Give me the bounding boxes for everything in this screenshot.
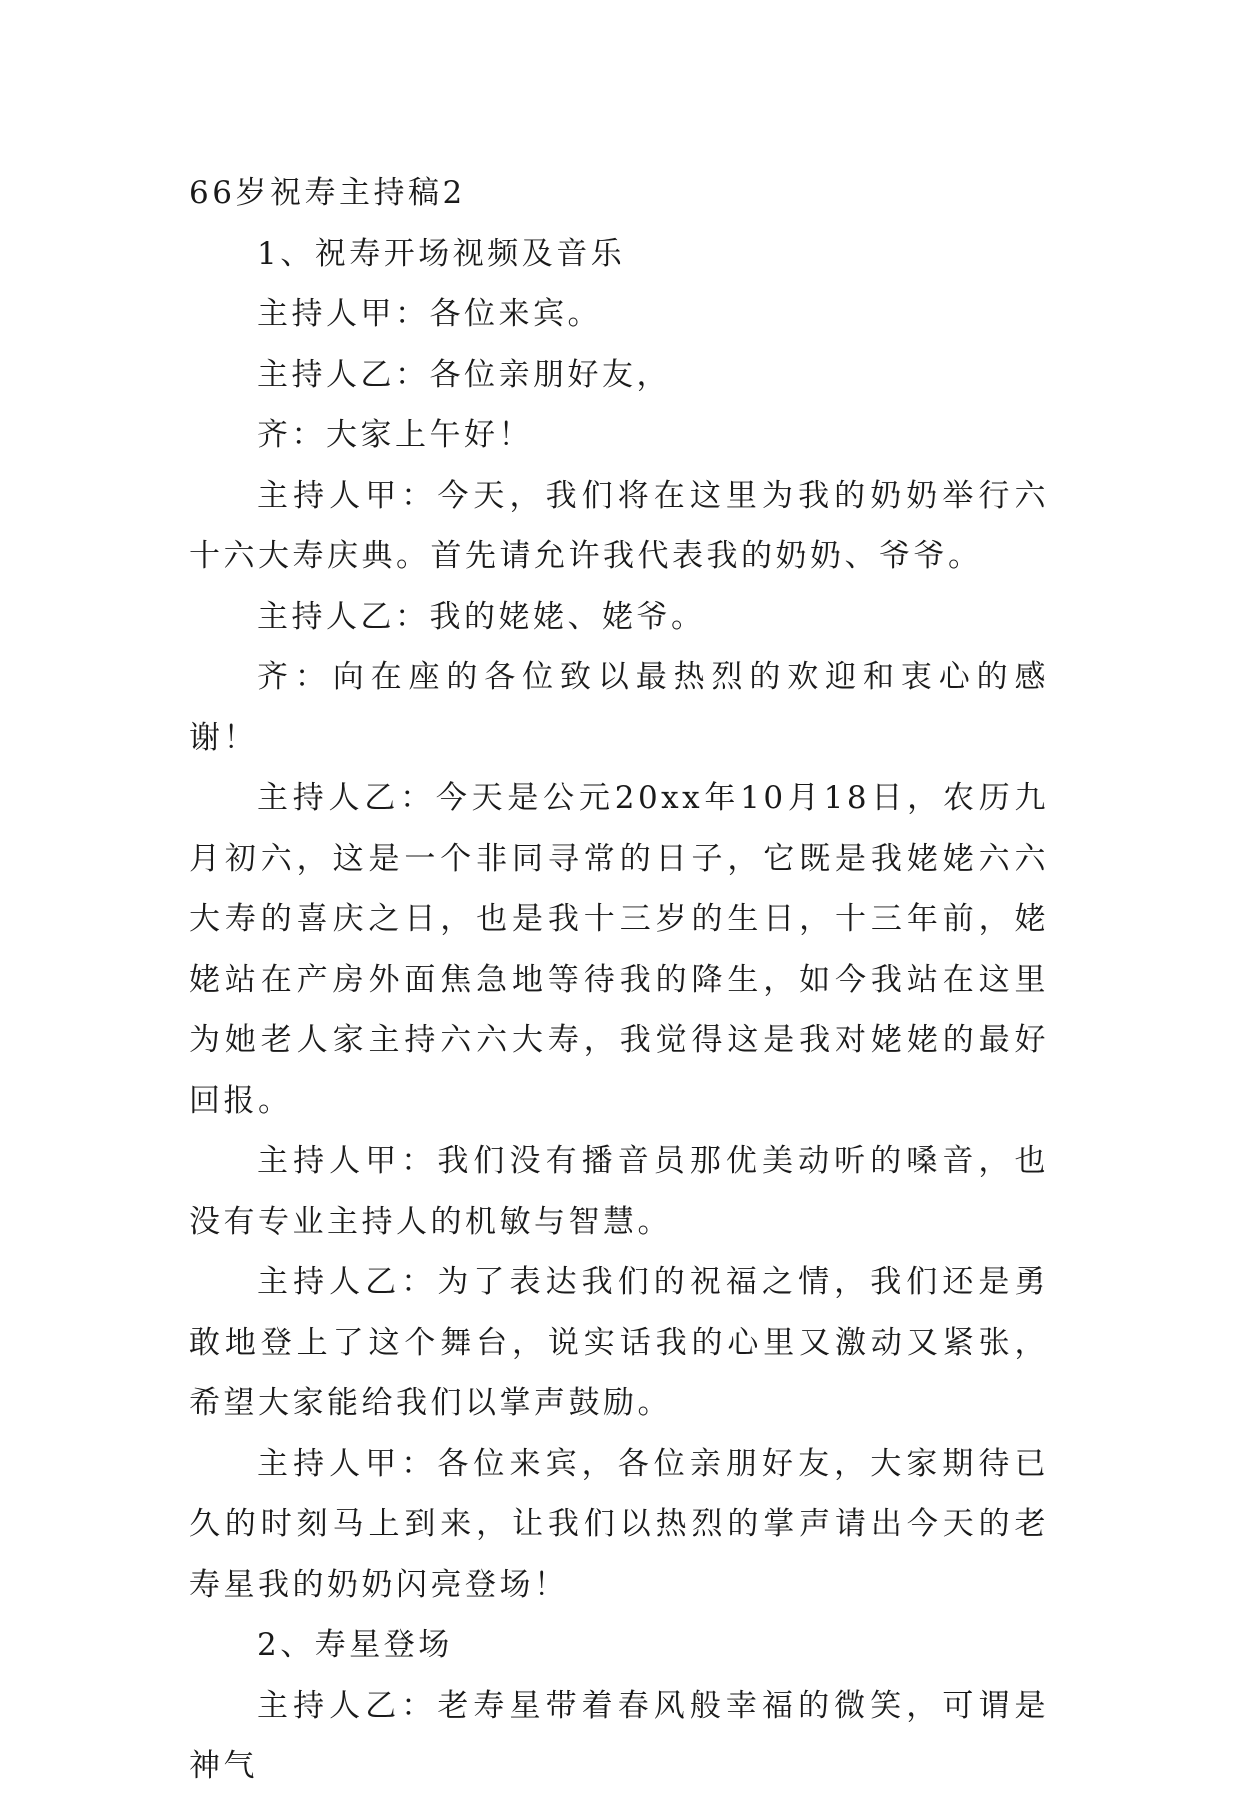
paragraph-host-b-2: 主持人乙：我的姥姥、姥爷。 — [257, 598, 706, 635]
paragraph-host-a-3: 主持人甲：我们没有播音员那优美动听的嗓音，也没有专业主持人的机敏与智慧。 — [189, 1143, 1049, 1240]
paragraph-host-b-4: 主持人乙：为了表达我们的祝福之情，我们还是勇敢地登上了这个舞台，说实话我的心里又激动又紧张，希望大家能给我们以掌声鼓励。 — [189, 1264, 1049, 1421]
paragraph-host-a-2: 主持人甲：今天，我们将在这里为我的奶奶举行六十六大寿庆典。首先请允许我代表我的奶奶、爷爷。 — [189, 477, 1049, 574]
paragraph-host-b-1: 主持人乙：各位亲朋好友， — [257, 356, 671, 393]
document-body — [189, 163, 1049, 1797]
paragraph-host-b-3: 主持人乙：今天是公元20xx年10月18日，农历九月初六，这是一个非同寻常的日子，它既是我姥姥六六大寿的喜庆之日，也是我十三岁的生日，十三年前，姥姥站在产房外面焦急地等待我的降生，如今我站在这里为她老人家主持六六大寿，我觉得这是我对姥姥的最好回报。 — [189, 780, 1049, 1119]
paragraph-host-a-1: 主持人甲：各位来宾。 — [257, 296, 602, 332]
paragraph-section-2: 2、寿星登场 — [257, 1627, 453, 1663]
paragraph-host-b-5: 主持人乙：老寿星带着春风般幸福的微笑，可谓是神气 — [189, 1687, 1049, 1784]
paragraph-together-1: 齐：大家上午好！ — [257, 417, 533, 453]
paragraph-host-a-4: 主持人甲：各位来宾，各位亲朋好友，大家期待已久的时刻马上到来，让我们以热烈的掌声请出今天的老寿星我的奶奶闪亮登场！ — [189, 1445, 1049, 1603]
document-title: 66岁祝寿主持稿2 — [189, 175, 466, 211]
paragraph-together-2: 齐：向在座的各位致以最热烈的欢迎和衷心的感谢！ — [189, 659, 1049, 756]
paragraph-section-1: 1、祝寿开场视频及音乐 — [257, 235, 626, 272]
